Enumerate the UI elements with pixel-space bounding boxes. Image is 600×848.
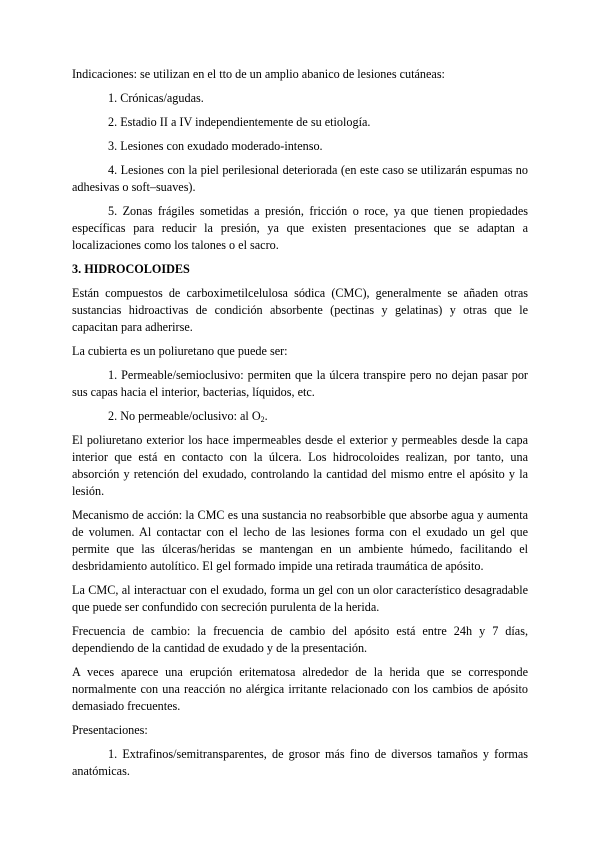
cover-type-2-end: . (264, 409, 268, 423)
indication-item-1: 1. Crónicas/agudas. (108, 91, 204, 105)
mechanism-paragraph: Mecanismo de acción: la CMC es una sustancia no reabsorbible que absorbe agua y aumenta de volumen. Al contactar con el lecho de las lesiones forma con el exudado un gel que permite que las úlceras/heridas se mantengan en un ambiente húmedo, facilitando el desbridamiento autolítico. El gel formado impide una retirada traumática de apósito. (72, 508, 528, 573)
indication-item-4: 4. Lesiones con la piel perilesional deteriorada (en este caso se utilizarán espumas no adhesivas o soft–suaves). (72, 163, 528, 194)
cover-intro: La cubierta es un poliuretano que puede ser: (72, 344, 288, 358)
section-heading: 3. HIDROCOLOIDES (72, 262, 190, 276)
cover-type-permeable: 1. Permeable/semioclusivo: permiten que la úlcera transpire pero no dejan pasar por sus capas hacia el interior, bacterias, líquidos, etc. (72, 368, 528, 399)
gel-odor-paragraph: La CMC, al interactuar con el exudado, forma un gel con un olor característico desagradable que puede ser confundido con secreción purulenta de la herida. (72, 583, 528, 614)
composition-paragraph: Están compuestos de carboximetilcelulosa sódica (CMC), generalmente se añaden otras sustancias hidroactivas de condición absorbente (pectinas y gelatinas) y otras que le capacitan para adherirse. (72, 286, 528, 334)
presentations-label: Presentaciones: (72, 723, 148, 737)
change-frequency-paragraph: Frecuencia de cambio: la frecuencia de cambio del apósito está entre 24h y 7 días, dependiendo de la cantidad de exudado y de la presentación. (72, 624, 528, 655)
polyurethane-paragraph: El poliuretano exterior los hace impermeables desde el exterior y permeables desde la capa interior que está en contacto con la úlcera. Los hidrocoloides realizan, por tanto, una absorción y retención del exudado, controlando la cantidad del mismo entre el apósito y la lesión. (72, 433, 528, 498)
indication-item-5: 5. Zonas frágiles sometidas a presión, fricción o roce, ya que tienen propiedades específicas para reducir la presión, ya que existen presentaciones que se adaptan a localizaciones como los talones o el sacro. (72, 204, 528, 252)
presentation-item-1: 1. Extrafinos/semitransparentes, de grosor más fino de diversos tamaños y formas anatómicas. (72, 747, 528, 778)
indications-intro: Indicaciones: se utilizan en el tto de un amplio abanico de lesiones cutáneas: (72, 67, 445, 81)
eruption-paragraph: A veces aparece una erupción eritematosa alrededor de la herida que se corresponde normalmente con una reacción no alérgica irritante relacionado con los cambios de apósito demasiado frecuentes. (72, 665, 528, 713)
cover-type-2-text: 2. No permeable/oclusivo: al O (108, 409, 261, 423)
cover-type-non-permeable (72, 408, 528, 425)
indication-item-3: 3. Lesiones con exudado moderado-intenso. (108, 139, 323, 153)
indication-item-2: 2. Estadio II a IV independientemente de su etiología. (108, 115, 371, 129)
oxygen-subscript: 2 (260, 415, 265, 424)
